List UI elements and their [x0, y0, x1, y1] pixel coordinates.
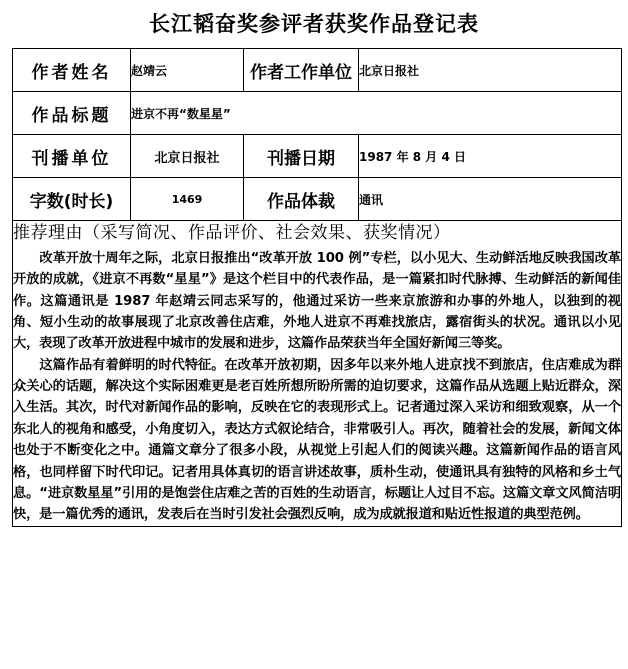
field-label-work-title: 作品标题 — [13, 92, 131, 135]
recommendation-reason-heading: 推荐理由（采写简况、作品评价、社会效果、获奖情况） — [13, 223, 451, 244]
field-label-author-unit: 作者工作单位 — [244, 49, 359, 92]
field-label-author-name: 作者姓名 — [13, 49, 131, 92]
field-value-publish-unit[interactable]: 北京日报社 — [131, 135, 244, 178]
field-label-word-count: 字数(时长) — [13, 178, 131, 221]
table-row — [13, 49, 622, 92]
field-value-genre[interactable]: 通讯 — [359, 178, 622, 221]
reason-paragraph: 改革开放十周年之际，北京日报推出“改革开放 100 例”专栏，以小见大、生动鲜活地反映我国改革开放的成就，《进京不再数“星星”》是这个栏目中的代表作品，是一篇紧扣时代脉搏、生动鲜活的新闻佳作。这篇通讯是 1987 年赵靖云同志采写的，他通过采访一些来京旅游和办事的外地人，以独到的视角、短小生动的故事展现了北京改善住店难，外地人进京不再难找旅店，露宿街头的状况。通讯以小见大，表现了改革开放进程中城市的发展和进步，这篇作品荣获当年全国好新闻三等奖。 — [13, 250, 621, 352]
recommendation-reason-cell — [13, 221, 622, 527]
reason-paragraph: 这篇作品有着鲜明的时代特征。在改革开放初期，因多年以来外地人进京找不到旅店，住店难成为群众关心的话题，解决这个实际困难更是老百姓所想所盼所需的迫切要求，这篇作品从选题上贴近群众，深入生活。其次，时代对新闻作品的影响，反映在它的表现形式上。记者通过深入采访和细致观察，从一个东北人的视角和感受，小角度切入，表达方式叙论结合，非常吸引人。再次，随着社会的发展，新闻文体也处于不断变化之中。通篇文章分了很多小段，从视觉上引起人们的阅读兴趣。这篇新闻作品的语言风格，也同样留下时代印记。记者用具体真切的语言讲述故事，质朴生动，使通讯具有独特的风格和乡土气息。“进京数星星”引用的是饱尝住店难之苦的百姓的生动语言，标题让人过目不忘。这篇文章文风简洁明快，是一篇优秀的通讯，发表后在当时引发社会强烈反响，成为成就报道和贴近性报道的典型范例。 — [13, 357, 621, 523]
recommendation-reason-body[interactable] — [13, 248, 621, 526]
field-value-work-title[interactable]: 进京不再“数星星” — [131, 92, 622, 135]
field-label-genre: 作品体裁 — [244, 178, 359, 221]
table-row — [13, 92, 622, 135]
field-value-author-unit[interactable]: 北京日报社 — [359, 49, 622, 92]
field-label-publish-unit: 刊播单位 — [13, 135, 131, 178]
table-row — [13, 135, 622, 178]
field-label-publish-date: 刊播日期 — [244, 135, 359, 178]
registration-table — [12, 48, 622, 527]
field-value-word-count[interactable]: 1469 — [131, 178, 244, 221]
field-value-publish-date[interactable]: 1987 年 8 月 4 日 — [359, 135, 622, 178]
field-value-author-name[interactable]: 赵靖云 — [131, 49, 244, 92]
page-title: 长江韬奋奖参评者获奖作品登记表 — [149, 12, 479, 36]
table-row-reason — [13, 221, 622, 527]
table-row — [13, 178, 622, 221]
